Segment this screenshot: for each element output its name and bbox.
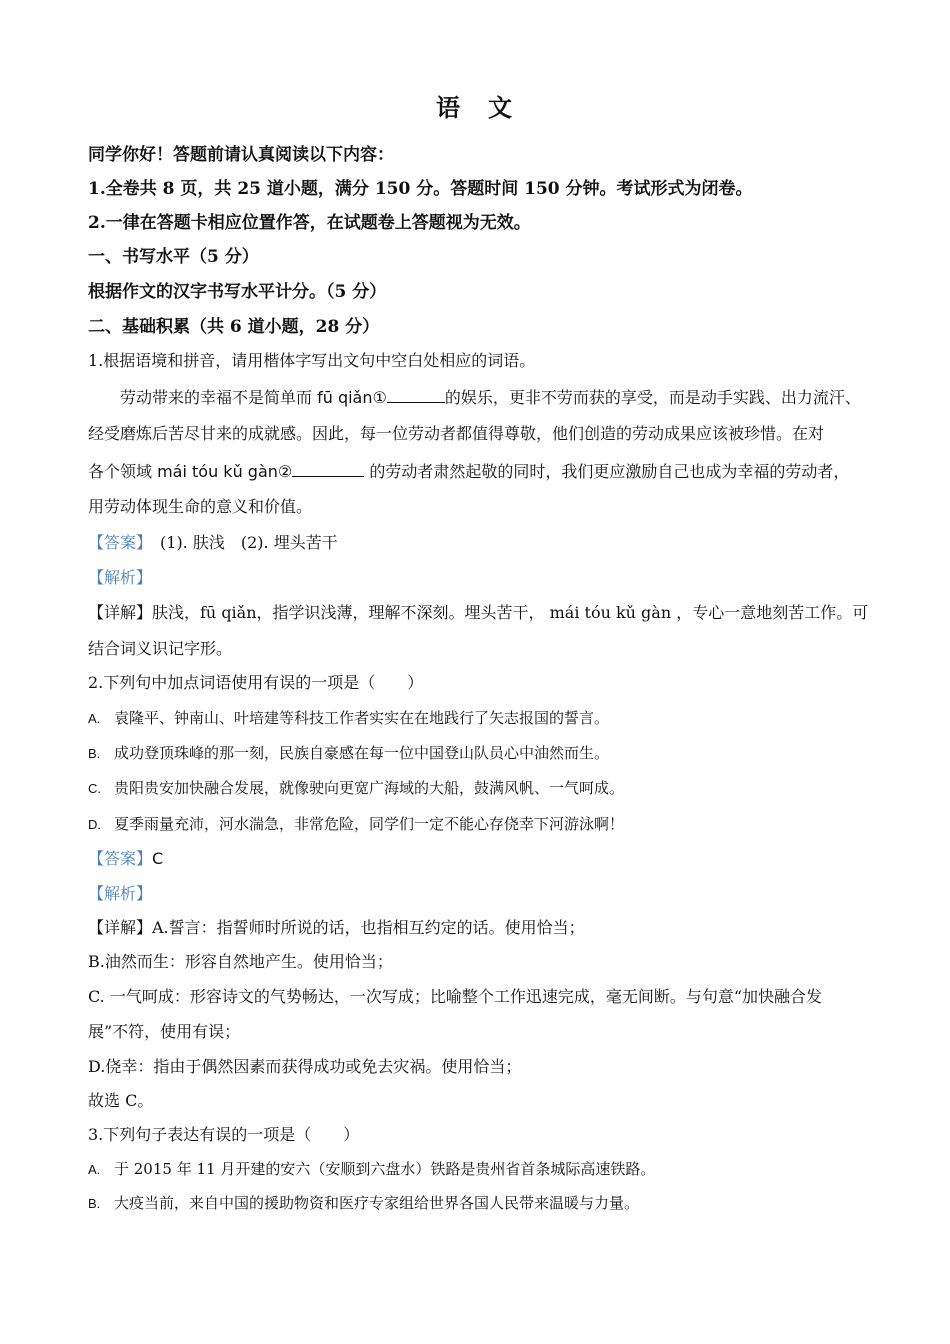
question-1-passage-line-1	[120, 386, 880, 409]
answer-blank-2	[292, 460, 364, 477]
section-heading-1: 一、书写水平（5 分）	[88, 247, 259, 267]
detail-line: C. 一气呵成：形容诗文的气势畅达，一次写成；比喻整个工作迅速完成，毫无间断。与句意“加快融合发	[88, 987, 823, 1006]
option-b	[88, 742, 878, 765]
option-label: B.	[88, 1196, 101, 1211]
option-d	[88, 813, 878, 836]
question-1-stem: 1.根据语境和拼音，请用楷体字写出文句中空白处相应的词语。	[88, 351, 536, 370]
option-label: C.	[88, 781, 101, 796]
answer-tag: 【答案】	[88, 849, 153, 868]
analysis-tag: 【解析】	[88, 884, 153, 903]
answer-text: (1). 肤浅 (2). 埋头苦干	[144, 533, 338, 552]
detail-line: 展”不符，使用有误；	[88, 1022, 241, 1041]
page-title: 语 文	[436, 93, 514, 122]
passage-text: 劳动带来的幸福不是简单而 fū qiǎn①	[120, 388, 387, 407]
option-a	[88, 1158, 878, 1181]
option-text: 贵阳贵安加快融合发展，就像驶向更宽广海域的大船，鼓满风帆、一气呵成。	[114, 779, 625, 797]
option-text: 于 2015 年 11 月开建的安六（安顺到六盘水）铁路是贵州省首条城际高速铁路。	[114, 1160, 656, 1178]
instruction-1: 1.全卷共 8 页，共 25 道小题，满分 150 分。答题时间 150 分钟。考试形式为闭卷。	[88, 179, 753, 199]
section-heading-2: 二、基础积累（共 6 道小题，28 分）	[88, 317, 380, 337]
question-3-stem: 3.下列句子表达有误的一项是（ ）	[88, 1125, 360, 1144]
option-text: 夏季雨量充沛，河水湍急，非常危险，同学们一定不能心存侥幸下河游泳啊！	[114, 815, 625, 833]
option-b	[88, 1192, 878, 1215]
passage-text: 的劳动者肃然起敬的同时，我们更应激励自己也成为幸福的劳动者，	[364, 462, 850, 481]
option-label: D.	[88, 817, 101, 832]
answer-blank-1	[387, 386, 445, 403]
option-label: B.	[88, 746, 101, 761]
analysis-tag: 【解析】	[88, 568, 153, 587]
answer-tag: 【答案】	[88, 533, 145, 552]
detail-line: 【详解】肤浅，fū qiǎn，指学识浅薄，理解不深刻。埋头苦干， mái tóu kǔ gàn ，专心一意地刻苦工作。可	[88, 603, 869, 622]
question-1-passage-line-3	[88, 460, 878, 483]
answer-text: C	[152, 849, 164, 868]
option-c	[88, 777, 878, 800]
option-text: 大疫当前，来自中国的援助物资和医疗专家组给世界各国人民带来温暖与力量。	[114, 1194, 640, 1212]
detail-line: 故选 C。	[88, 1091, 154, 1110]
answer-row	[88, 532, 878, 554]
option-label: A.	[88, 711, 101, 726]
option-text: 袁隆平、钟南山、叶培建等科技工作者实实在在地践行了矢志报国的誓言。	[114, 709, 610, 727]
passage-text: 的娱乐，更非不劳而获的享受，而是动手实践、出力流汗、	[444, 388, 861, 407]
question-1-passage-line-4: 用劳动体现生命的意义和价值。	[88, 497, 313, 516]
section-1-description: 根据作文的汉字书写水平计分。（5 分）	[88, 282, 387, 302]
option-label: A.	[88, 1162, 101, 1177]
detail-line: D.侥幸：指由于偶然因素而获得成功或免去灾祸。使用恰当；	[88, 1057, 522, 1076]
passage-text: 各个领域 mái tóu kǔ gàn②	[88, 462, 293, 481]
question-1-passage-line-2: 经受磨炼后苦尽甘来的成就感。因此，每一位劳动者都值得尊敬，他们创造的劳动成果应该被珍惜。在对	[88, 424, 825, 443]
question-2-stem: 2.下列句中加点词语使用有误的一项是（ ）	[88, 673, 424, 692]
detail-line: 【详解】A.誓言：指誓师时所说的话，也指相互约定的话。使用恰当；	[88, 918, 585, 937]
detail-line: 结合词义识记字形。	[88, 639, 233, 658]
option-a	[88, 707, 878, 730]
instruction-2: 2.一律在答题卡相应位置作答，在试题卷上答题视为无效。	[88, 213, 531, 233]
intro-text: 同学你好！答题前请认真阅读以下内容：	[88, 145, 394, 165]
option-text: 成功登顶珠峰的那一刻，民族自豪感在每一位中国登山队员心中油然而生。	[114, 744, 610, 762]
answer-row	[88, 848, 878, 870]
detail-line: B.油然而生：形容自然地产生。使用恰当；	[88, 952, 393, 971]
